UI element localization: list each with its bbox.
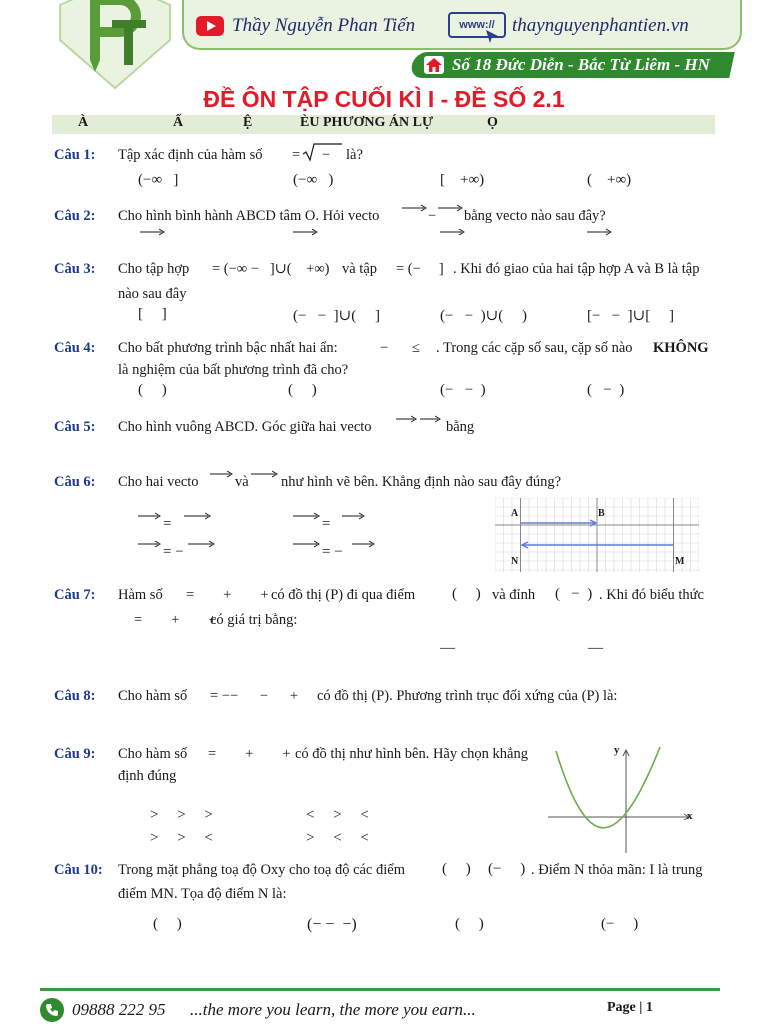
axis-label-y: y xyxy=(614,744,620,756)
question-text: . Điểm N thỏa mãn: I là trung xyxy=(531,862,703,878)
point-coordinates: (− ) xyxy=(488,861,526,877)
www-badge: www:// xyxy=(448,12,506,38)
website-link[interactable]: thaynguyenphantien.vn xyxy=(512,15,689,36)
question-text: như hình vẽ bên. Khẳng định nào sau đây đúng? xyxy=(281,474,562,490)
teacher-name[interactable]: Thầy Nguyễn Phan Tiến xyxy=(232,15,416,36)
answer-option[interactable]: [ +∞) xyxy=(440,172,485,188)
answer-option[interactable]: (− ) xyxy=(601,916,639,932)
vector-arrow xyxy=(138,512,162,520)
question-text: có đồ thị (P) đi qua điểm xyxy=(271,587,416,603)
answer-option[interactable]: — xyxy=(440,640,455,656)
question-text: bằng vecto nào sau đây? xyxy=(464,208,606,224)
cursor-icon xyxy=(484,28,500,44)
question-text: Tập xác định của hàm số xyxy=(118,147,263,163)
page-number: Page | 1 xyxy=(607,1000,653,1015)
question-text: Hàm số xyxy=(118,587,163,603)
vector-arrow xyxy=(293,540,321,548)
answer-option[interactable]: (− − −) xyxy=(307,916,357,933)
question-text: = −− − + xyxy=(210,688,299,704)
question-text: có giá trị bằng: xyxy=(210,612,298,628)
vector-arrow[interactable] xyxy=(440,228,466,236)
question-text: định đúng xyxy=(118,768,177,784)
question-text: = + + xyxy=(134,612,217,628)
question-text: điểm MN. Tọa độ điểm N là: xyxy=(118,886,287,902)
answer-option[interactable]: > < < xyxy=(306,830,369,846)
question-text: . Trong các cặp số sau, cặp số nào xyxy=(436,340,633,356)
question-label: Câu 4: xyxy=(54,340,96,356)
point-coordinates: ( ) xyxy=(442,861,471,877)
answer-option[interactable]: ( − ) xyxy=(587,382,625,398)
point-label-m: M xyxy=(675,556,685,567)
instruction-fragment: ÈU PHƯƠNG ÁN LỰ xyxy=(300,115,434,130)
vector-arrow xyxy=(402,204,428,212)
question-text: và đỉnh xyxy=(492,587,536,603)
answer-option[interactable]: ( ) xyxy=(455,916,484,932)
home-icon xyxy=(424,56,444,74)
vector-arrow xyxy=(396,415,418,423)
question-text: = + + xyxy=(208,746,291,762)
question-text: có đồ thị (P). Phương trình trục đối xứng của (P) là: xyxy=(317,688,618,704)
question-text: Cho hàm số xyxy=(118,688,188,704)
vector-arrow[interactable] xyxy=(587,228,613,236)
question-text: = + + xyxy=(186,587,269,603)
vector-arrow xyxy=(138,540,162,548)
question-text: Cho hình vuông ABCD. Góc giữa hai vecto xyxy=(118,419,372,435)
logo-pt xyxy=(50,0,180,90)
question-label: Câu 7: xyxy=(54,587,96,603)
question-text: là? xyxy=(346,147,363,163)
question-text: = xyxy=(292,147,301,163)
question-text: là nghiệm của bất phương trình đã cho? xyxy=(118,362,349,378)
vector-arrow xyxy=(438,204,464,212)
answer-option[interactable]: = − xyxy=(322,544,343,560)
point-label-a: A xyxy=(511,508,519,519)
youtube-icon[interactable] xyxy=(196,16,224,36)
question-text: bằng xyxy=(446,419,475,435)
answer-option[interactable]: — xyxy=(588,640,603,656)
vector-arrow xyxy=(210,470,234,478)
question-text: Trong mặt phẳng toạ độ Oxy cho toạ độ các điểm xyxy=(118,862,405,878)
question-label: Câu 6: xyxy=(54,474,96,490)
vector-arrow xyxy=(352,540,376,548)
answer-option[interactable]: > > > xyxy=(150,807,213,823)
axis-label-x: x xyxy=(687,810,693,822)
instruction-fragment: À xyxy=(78,115,89,130)
footer-phone[interactable]: 09888 222 95 xyxy=(72,1000,166,1019)
vector-arrow xyxy=(342,512,366,520)
question-text: Cho bất phương trình bậc nhất hai ẩn: xyxy=(118,340,338,356)
footer-divider xyxy=(40,988,720,991)
vector-arrow xyxy=(420,415,442,423)
question-text: = (−∞ − ]∪( +∞) xyxy=(212,261,330,277)
question-text: . Khi đó giao của hai tập hợp A và B là tập xyxy=(453,261,700,277)
emphasis-text: KHÔNG xyxy=(653,340,709,356)
answer-option[interactable]: (−∞ ) xyxy=(293,172,334,188)
question-text: = (− ] xyxy=(396,261,444,277)
question-text: ≤ xyxy=(412,340,420,356)
answer-option[interactable]: (− − ]∪( ] xyxy=(293,308,380,324)
point-coordinates: ( − ) xyxy=(555,586,593,602)
question-text: có đồ thị như hình bên. Hãy chọn khẳng xyxy=(295,746,528,762)
question-label: Câu 5: xyxy=(54,419,96,435)
point-label-n: N xyxy=(511,556,519,567)
answer-option[interactable]: ( ) xyxy=(288,382,317,398)
instruction-fragment: Ọ xyxy=(487,115,498,130)
instruction-fragment: Ấ xyxy=(173,115,184,130)
answer-option[interactable]: = xyxy=(163,516,172,532)
vector-arrow xyxy=(188,540,216,548)
vector-arrow xyxy=(184,512,212,520)
answer-option[interactable]: ( ) xyxy=(138,382,167,398)
question-text: − xyxy=(322,147,331,163)
parabola-graph xyxy=(548,745,696,855)
question-label: Câu 9: xyxy=(54,746,96,762)
question-text: Cho hình bình hành ABCD tâm O. Hỏi vecto xyxy=(118,208,380,224)
instruction-fragment: Ệ xyxy=(243,115,253,130)
question-text: − xyxy=(380,340,389,356)
footer-slogan: ...the more you learn, the more you earn... xyxy=(190,1000,476,1019)
phone-icon xyxy=(40,998,64,1022)
question-label: Câu 2: xyxy=(54,208,96,224)
address-text: Số 18 Đức Diễn - Bắc Từ Liêm - HN xyxy=(452,55,710,74)
answer-option[interactable]: (− − )∪( ) xyxy=(440,308,527,324)
answer-option[interactable]: [ ] xyxy=(138,306,167,322)
answer-option[interactable]: < > < xyxy=(306,807,369,823)
question-text: Cho hai vecto xyxy=(118,474,199,490)
answer-option[interactable]: > > < xyxy=(150,830,213,846)
vector-grid-figure xyxy=(495,498,699,572)
page-title: ĐỀ ÔN TẬP CUỐI KÌ I - ĐỀ SỐ 2.1 xyxy=(203,86,565,112)
question-text: nào sau đây xyxy=(118,286,187,302)
answer-option[interactable]: (−∞ ] xyxy=(138,172,179,188)
question-label: Câu 3: xyxy=(54,261,96,277)
point-label-b: B xyxy=(598,508,605,519)
answer-option[interactable]: [− − ]∪[ ] xyxy=(587,308,674,324)
answer-option[interactable]: = xyxy=(322,516,331,532)
answer-option[interactable]: (− − ) xyxy=(440,382,486,398)
question-text: Cho tập hợp xyxy=(118,261,190,277)
answer-option[interactable]: ( ) xyxy=(153,916,182,932)
question-text: và tập xyxy=(342,261,378,277)
question-text: . Khi đó biểu thức xyxy=(599,587,704,603)
answer-option[interactable]: = − xyxy=(163,544,184,560)
question-label: Câu 8: xyxy=(54,688,96,704)
question-label: Câu 1: xyxy=(54,147,96,163)
question-text: và xyxy=(235,474,249,490)
answer-option[interactable]: ( +∞) xyxy=(587,172,632,188)
vector-arrow[interactable] xyxy=(293,228,319,236)
question-text: Cho hàm số xyxy=(118,746,188,762)
point-coordinates: ( ) xyxy=(452,586,481,602)
vector-arrow xyxy=(293,512,321,520)
vector-arrow[interactable] xyxy=(140,228,166,236)
question-text: − xyxy=(428,208,437,224)
vector-arrow xyxy=(251,470,279,478)
question-label: Câu 10: xyxy=(54,862,103,878)
